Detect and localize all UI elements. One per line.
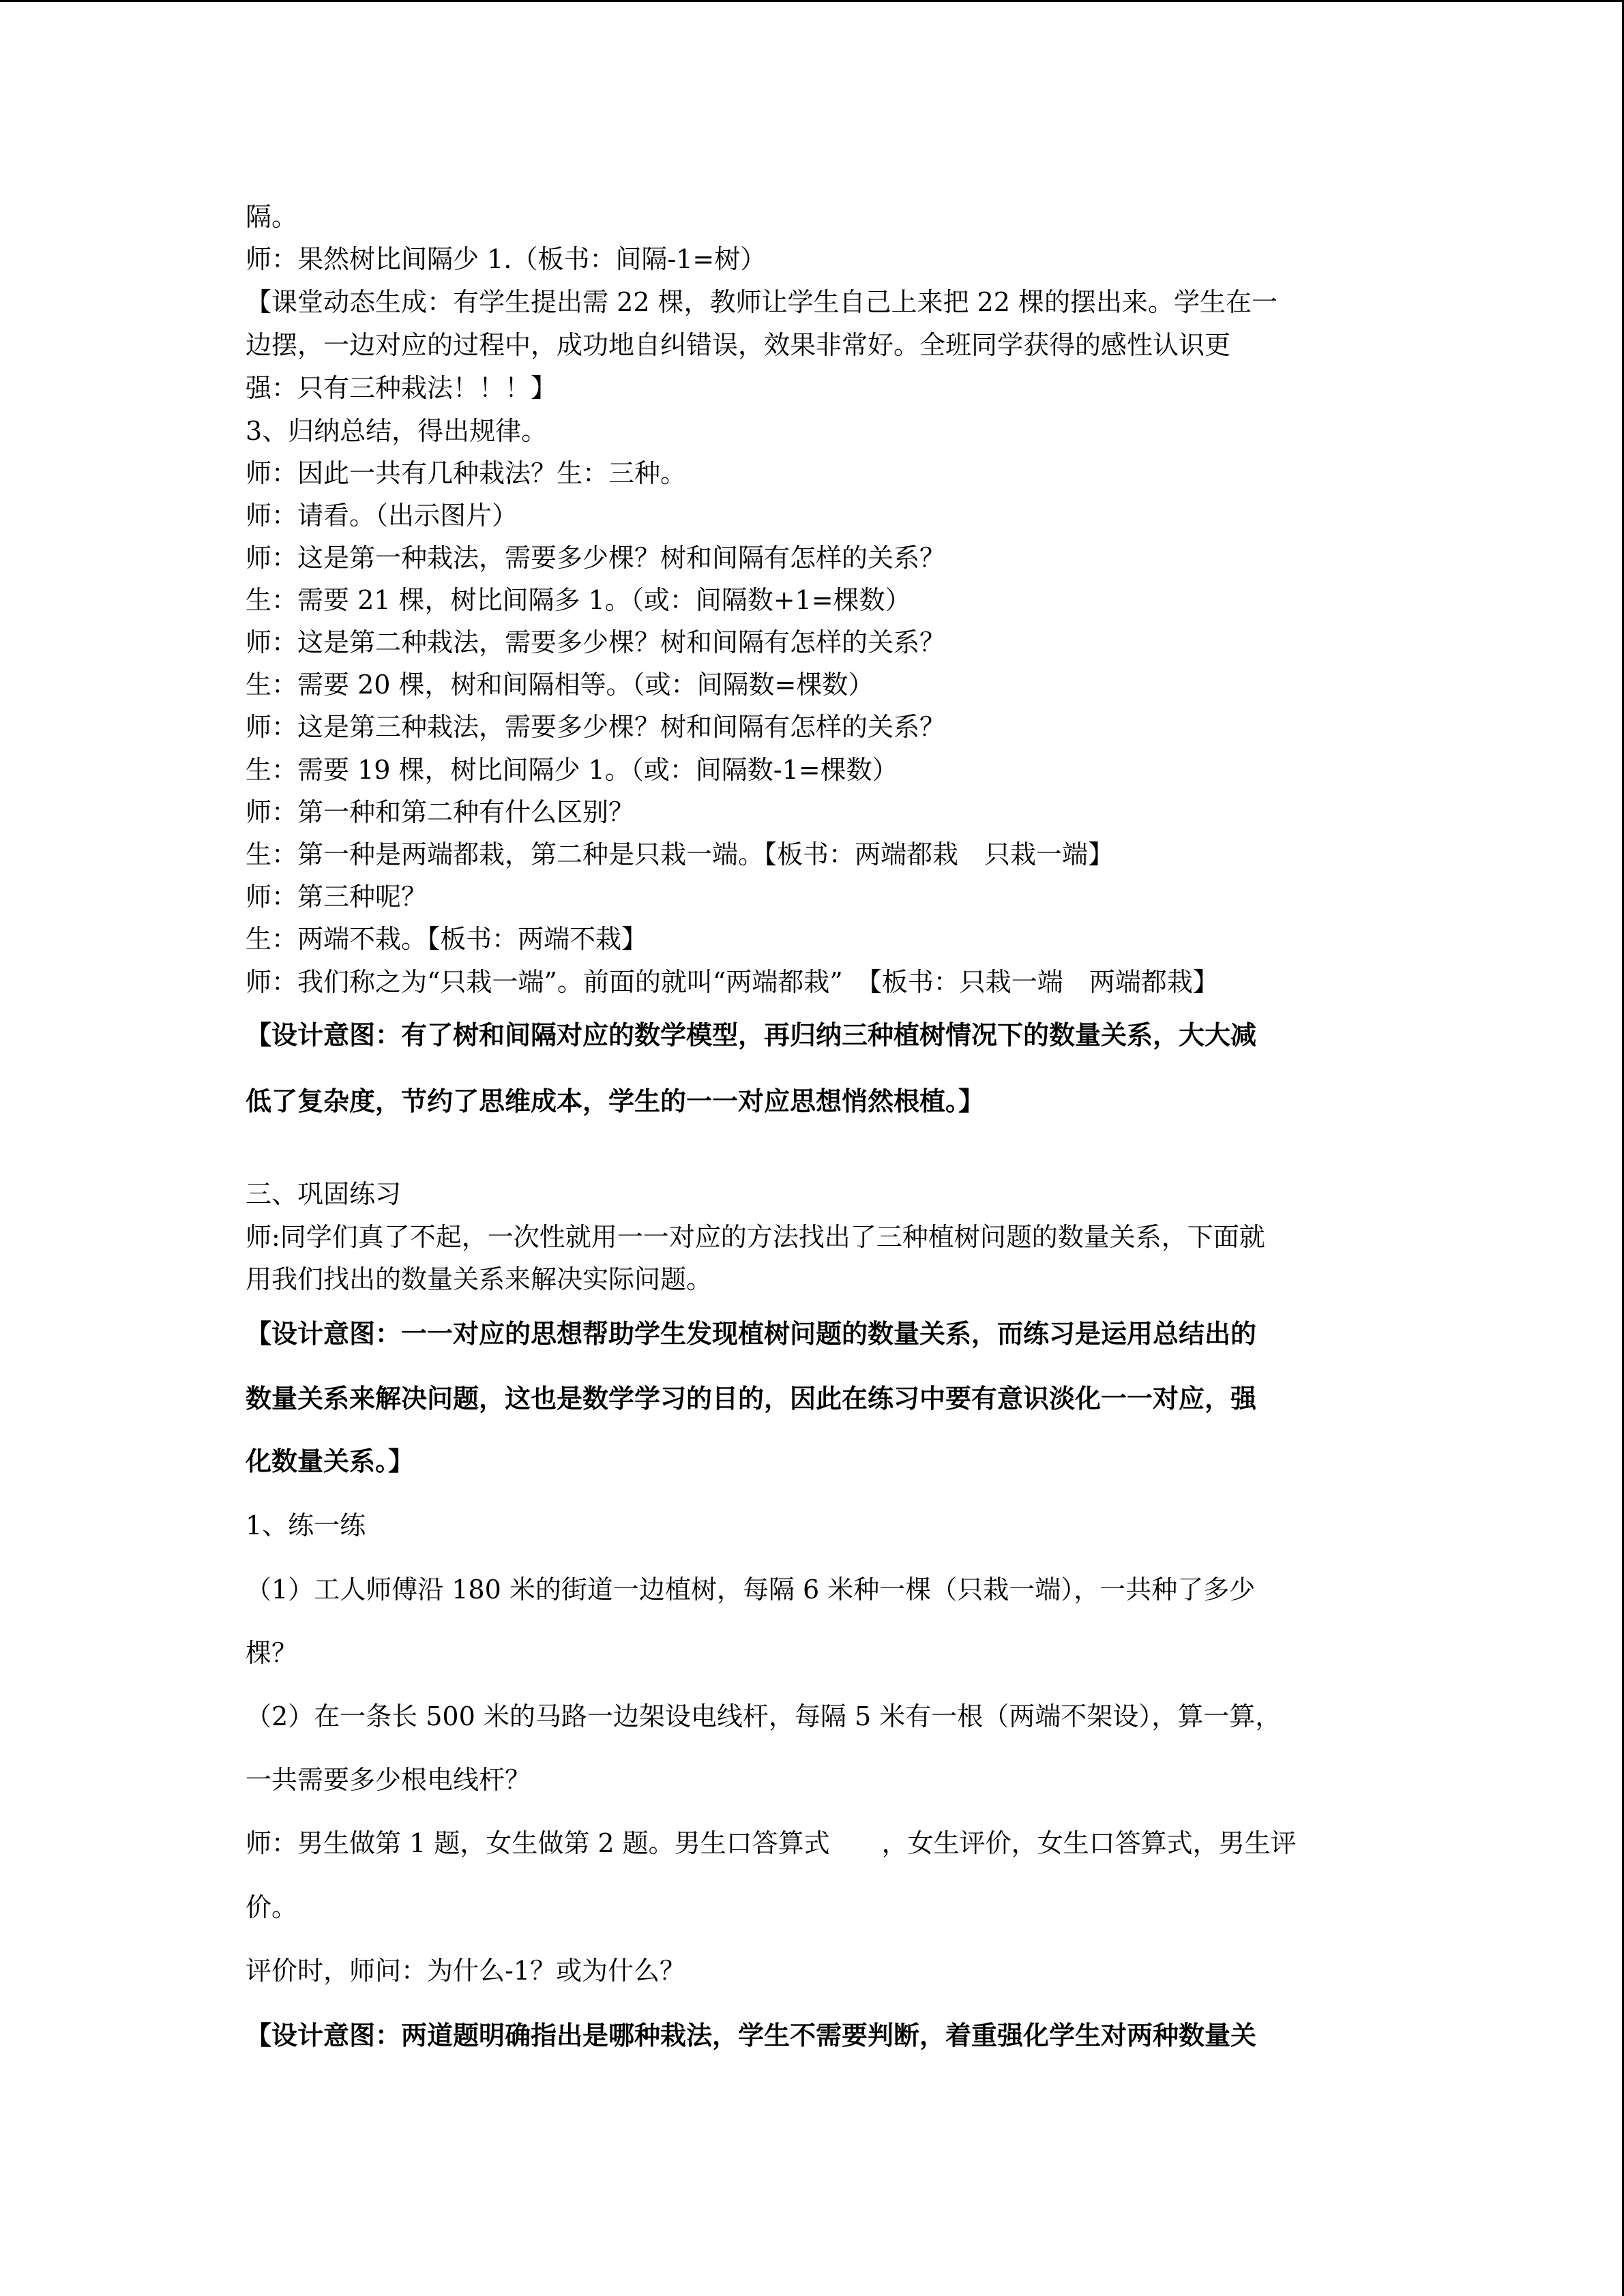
dialogue-line: 师：男生做第 1 题，女生做第 2 题。男生口答算式 ，女生评价，女生口答算式，男生评 — [246, 1828, 1297, 1858]
dialogue-line: 师：因此一共有几种栽法？生：三种。 — [246, 458, 687, 488]
design-intent-line: 【设计意图：有了树和间隔对应的数学模型，再归纳三种植树情况下的数量关系，大大减 — [246, 1019, 1257, 1050]
exercise-line: （2）在一条长 500 米的马路一边架设电线杆，每隔 5 米有一根（两端不架设），算一算， — [246, 1701, 1282, 1731]
dialogue-line: 生：需要 19 棵，树比间隔少 1。（或：间隔数-1=棵数） — [246, 755, 898, 785]
dialogue-line: 价。 — [246, 1892, 298, 1922]
dialogue-line: 生：需要 21 棵，树比间隔多 1。（或：间隔数+1=棵数） — [246, 585, 911, 615]
section-heading: 3、归纳总结，得出规律。 — [246, 416, 548, 446]
design-intent-line: 数量关系来解决问题，这也是数学学习的目的，因此在练习中要有意识淡化一一对应，强 — [246, 1383, 1257, 1414]
dialogue-line: 生：需要 20 棵，树和间隔相等。（或：间隔数=棵数） — [246, 670, 874, 700]
design-note-line: 边摆，一边对应的过程中，成功地自纠错误，效果非常好。全班同学获得的感性认识更 — [246, 330, 1231, 360]
dialogue-line: 师：请看。（出示图片） — [246, 501, 518, 531]
dialogue-line: 师：第三种呢？ — [246, 882, 428, 912]
text-line: 用我们找出的数量关系来解决实际问题。 — [246, 1264, 713, 1294]
dialogue-line: 生：第一种是两端都栽，第二种是只栽一端。【板书：两端都栽 只栽一端】 — [246, 839, 1114, 869]
dialogue-line: 师：这是第二种栽法，需要多少棵？树和间隔有怎样的关系？ — [246, 627, 946, 657]
section-heading: 1、练一练 — [246, 1510, 366, 1540]
text-line: 师:同学们真了不起，一次性就用一一对应的方法找出了三种植树问题的数量关系，下面就 — [246, 1222, 1265, 1252]
design-intent-line: 【设计意图：一一对应的思想帮助学生发现植树问题的数量关系，而练习是运用总结出的 — [246, 1318, 1257, 1349]
exercise-line: 一共需要多少根电线杆？ — [246, 1765, 531, 1795]
dialogue-line: 师：这是第三种栽法，需要多少棵？树和间隔有怎样的关系？ — [246, 712, 946, 742]
exercise-line: 棵？ — [246, 1638, 298, 1668]
exercise-line: （1）工人师傅沿 180 米的街道一边植树，每隔 6 米种一棵（只栽一端），一共种了多少 — [246, 1575, 1256, 1605]
dialogue-line: 评价时，师问：为什么-1？或为什么？ — [246, 1956, 686, 1986]
text-line: 隔。 — [246, 202, 298, 232]
section-heading: 三、巩固练习 — [246, 1179, 402, 1209]
design-intent-line: 低了复杂度，节约了思维成本，学生的一一对应思想悄然根植。】 — [246, 1086, 985, 1116]
dialogue-line: 师：我们称之为“只栽一端”。前面的就叫“两端都栽” 【板书：只栽一端 两端都栽】 — [246, 967, 1219, 997]
design-note-line: 【课堂动态生成：有学生提出需 22 棵，教师让学生自己上来把 22 棵的摆出来。学生在一 — [246, 287, 1278, 317]
design-intent-line: 化数量关系。】 — [246, 1446, 415, 1476]
text-line: 师：果然树比间隔少 1.（板书：间隔-1=树） — [246, 244, 767, 274]
design-intent-line: 【设计意图：两道题明确指出是哪种栽法，学生不需要判断，着重强化学生对两种数量关 — [246, 2020, 1257, 2051]
design-note-line: 强：只有三种栽法！！！】 — [246, 373, 557, 403]
dialogue-line: 师：这是第一种栽法，需要多少棵？树和间隔有怎样的关系？ — [246, 543, 946, 573]
dialogue-line: 生：两端不栽。【板书：两端不栽】 — [246, 924, 648, 954]
dialogue-line: 师：第一种和第二种有什么区别？ — [246, 797, 635, 827]
